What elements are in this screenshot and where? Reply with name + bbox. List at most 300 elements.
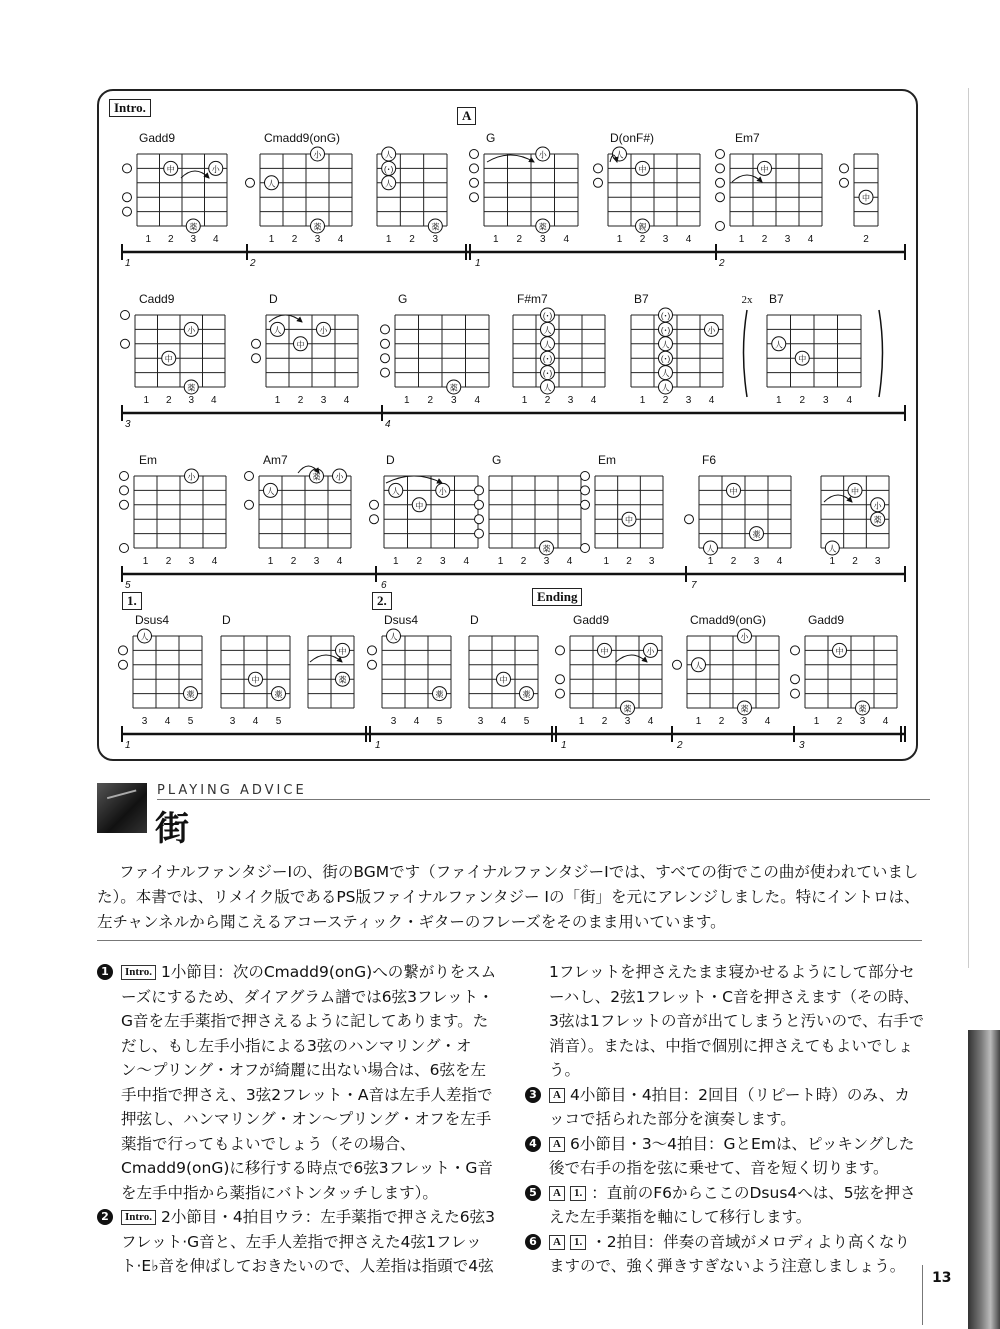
open-string-marker <box>556 646 565 655</box>
fret-number: 1 <box>142 556 149 567</box>
finger-label: (･) <box>384 164 394 174</box>
fret-number: 4 <box>463 556 470 567</box>
chord-grid <box>608 154 700 226</box>
fret-number: 3 <box>874 556 881 567</box>
finger-label: 中 <box>798 354 807 364</box>
fret-number: 1 <box>603 556 610 567</box>
fret-number: 4 <box>474 395 481 406</box>
finger-label: (･) <box>660 325 671 335</box>
finger-label: 中 <box>851 486 859 496</box>
advice-note <box>525 1132 925 1181</box>
section-tag: 1. <box>570 1235 586 1250</box>
song-title: 街 <box>155 809 189 849</box>
fret-number: 1 <box>403 395 410 406</box>
finger-label: 中 <box>166 164 175 174</box>
finger-label: 中 <box>164 354 173 364</box>
finger-label: 中 <box>338 646 347 656</box>
finger-label: 中 <box>415 501 424 511</box>
section-tag: A <box>549 1137 565 1152</box>
finger-label: 人 <box>694 661 703 671</box>
fret-number: 4 <box>764 716 771 727</box>
fret-number: 2 <box>718 716 725 727</box>
finger-label: 薬 <box>274 690 283 700</box>
finger-label: 薬 <box>187 383 196 393</box>
note-number-badge: 4 <box>525 1136 541 1152</box>
open-string-marker <box>120 544 129 553</box>
fret-number: 2 <box>290 556 297 567</box>
finger-label: 中 <box>625 515 633 525</box>
section-tag: A <box>549 1235 565 1250</box>
fret-number: 1 <box>616 234 623 245</box>
note-text: 6小節目・3〜4拍目：GとEmは、ピッキングした後で右手の指を弦に乗せて、音を短く切ります。 <box>549 1134 915 1177</box>
chord-name: Gadd9 <box>808 613 845 627</box>
repeat-bracket <box>879 310 883 397</box>
finger-label: 中 <box>862 193 870 203</box>
repeat-count: 2x <box>741 294 753 306</box>
fret-number: 3 <box>648 556 655 567</box>
fret-number: 1 <box>267 556 274 567</box>
chord-grid <box>135 315 225 387</box>
fret-number: 3 <box>439 556 446 567</box>
fret-number: 2 <box>297 395 304 406</box>
open-string-marker <box>791 689 800 698</box>
open-string-marker <box>470 150 479 159</box>
chord-name: Em7 <box>735 131 760 145</box>
fret-number: 3 <box>229 716 236 727</box>
finger-label: 人 <box>384 179 393 189</box>
fret-number: 1 <box>274 395 281 406</box>
open-string-marker <box>716 193 725 202</box>
measure-number: 1 <box>125 258 131 269</box>
measure-number: 1 <box>475 258 481 269</box>
fret-number: 4 <box>336 556 343 567</box>
open-string-marker <box>121 339 130 348</box>
open-string-marker <box>840 164 849 173</box>
open-string-marker <box>791 646 800 655</box>
finger-label: 薬 <box>189 222 198 232</box>
chord-name: F6 <box>702 453 717 467</box>
fret-number: 4 <box>590 395 597 406</box>
section-tag: A <box>549 1186 565 1201</box>
note-number-badge: 2 <box>97 1209 113 1225</box>
open-string-marker <box>370 500 379 509</box>
open-string-marker <box>470 178 479 187</box>
open-string-marker <box>840 178 849 187</box>
fret-number: 1 <box>145 234 152 245</box>
finger-label: 小 <box>187 472 196 482</box>
chord-grid <box>484 154 578 226</box>
chord-grid <box>134 476 226 548</box>
advice-note <box>525 1181 925 1230</box>
finger-label: 小 <box>646 646 655 656</box>
finger-label: 人 <box>774 340 783 350</box>
open-string-marker <box>381 354 390 363</box>
fret-number: 1 <box>392 556 399 567</box>
open-string-marker <box>581 500 590 509</box>
fret-number: 2 <box>799 395 806 406</box>
fret-number: 3 <box>477 716 484 727</box>
fret-number: 4 <box>708 395 715 406</box>
finger-label: 人 <box>543 325 552 335</box>
open-string-marker <box>581 472 590 481</box>
chord-diagrams <box>99 91 920 763</box>
chord-name: D <box>386 453 395 467</box>
open-string-marker <box>475 529 484 538</box>
edge-guitar-image <box>968 1030 1000 1329</box>
fret-number: 4 <box>685 234 692 245</box>
fret-number: 3 <box>753 556 760 567</box>
fret-number: 4 <box>337 234 344 245</box>
measure-number: 2 <box>719 258 725 269</box>
open-string-marker <box>252 354 261 363</box>
finger-label: 親 <box>638 222 647 232</box>
open-string-marker <box>381 325 390 334</box>
chord-grid <box>805 636 897 708</box>
chord-name: Dsus4 <box>384 613 419 627</box>
advice-note <box>97 960 497 1205</box>
finger-label: (･) <box>660 311 671 321</box>
section-tag: 1. <box>570 1186 586 1201</box>
chord-name: Cadd9 <box>139 292 175 306</box>
fret-number: 1 <box>521 395 528 406</box>
finger-label: 薬 <box>623 704 632 714</box>
chord-grid <box>699 476 791 548</box>
finger-label: 薬 <box>435 690 444 700</box>
hammer-arc <box>824 495 852 502</box>
first-ending-tag: 1. <box>122 592 142 610</box>
fret-number: 3 <box>320 395 327 406</box>
open-string-marker <box>475 486 484 495</box>
fret-number: 4 <box>413 716 420 727</box>
fret-number: 1 <box>829 556 836 567</box>
measure-number: 3 <box>799 740 805 751</box>
open-string-marker <box>556 675 565 684</box>
open-string-marker <box>120 472 129 481</box>
finger-label: 人 <box>661 340 670 350</box>
finger-label: 薬 <box>338 675 347 685</box>
hammer-arc <box>616 655 647 662</box>
measure-number: 6 <box>381 580 387 591</box>
finger-label: 人 <box>706 544 715 554</box>
fret-number: 3 <box>685 395 692 406</box>
advice-note <box>525 1230 925 1279</box>
fret-number: 3 <box>190 234 197 245</box>
fret-number: 2 <box>427 395 434 406</box>
fret-number: 2 <box>662 395 669 406</box>
open-string-marker <box>381 339 390 348</box>
open-string-marker <box>119 646 128 655</box>
fret-number: 3 <box>539 234 546 245</box>
fret-number: 3 <box>859 716 866 727</box>
section-tag: Intro. <box>121 965 156 980</box>
fret-number: 2 <box>852 556 858 567</box>
open-string-marker <box>123 193 132 202</box>
open-string-marker <box>246 178 255 187</box>
chord-name: F#m7 <box>517 292 548 306</box>
finger-label: 中 <box>835 646 844 656</box>
measure-number: 2 <box>250 258 256 269</box>
chord-grid <box>730 154 822 226</box>
fret-number: 4 <box>212 234 219 245</box>
fret-number: 2 <box>291 234 298 245</box>
playing-advice-header <box>97 783 930 849</box>
fret-number: 4 <box>252 716 259 727</box>
intro-paragraph: ファイナルファンタジーIの、街のBGMです（ファイナルファンタジーIでは、すべての街でこの曲が使われていました）。本書では、リメイク版であるPS版ファイナルファンタジー Iの「街」を元にアレンジしました。特にイントロは、左チャンネルから聞こえるアコースティック・ギターのフレーズをそのまま用いています。 <box>97 863 920 931</box>
hammer-arc <box>310 655 342 662</box>
open-string-marker <box>368 646 377 655</box>
fret-number: 2 <box>409 234 415 245</box>
finger-label: 人 <box>140 632 149 642</box>
fret-number: 2 <box>165 556 172 567</box>
fret-number: 4 <box>807 234 814 245</box>
finger-label: 薬 <box>313 222 322 232</box>
finger-label: (･) <box>660 354 671 364</box>
open-string-marker <box>121 311 130 320</box>
finger-label: 薬 <box>522 690 531 700</box>
section-tag: Intro. <box>121 1210 156 1225</box>
divider <box>97 940 922 941</box>
fret-number: 2 <box>639 234 646 245</box>
open-string-marker <box>245 472 254 481</box>
finger-label: 人 <box>389 632 398 642</box>
divider <box>157 799 930 800</box>
advice-note <box>525 960 925 1083</box>
chord-name: G <box>486 131 496 145</box>
advice-column-left <box>97 960 497 1279</box>
fret-number: 3 <box>432 234 439 245</box>
finger-label: 小 <box>187 325 196 335</box>
fret-number: 4 <box>500 716 507 727</box>
finger-label: 人 <box>828 544 837 554</box>
fret-number: 3 <box>450 395 457 406</box>
chord-name: Cmadd9(onG) <box>264 131 341 145</box>
fret-number: 1 <box>492 234 499 245</box>
guitar-photo <box>97 783 147 833</box>
finger-label: 薬 <box>858 704 867 714</box>
fret-number: 3 <box>188 395 195 406</box>
finger-label: 人 <box>543 383 552 393</box>
fret-number: 1 <box>578 716 585 727</box>
chord-grid <box>767 315 861 387</box>
open-string-marker <box>370 515 379 524</box>
fret-number: 1 <box>497 556 504 567</box>
fret-number: 2 <box>836 716 843 727</box>
finger-label: 小 <box>319 325 328 335</box>
hammer-arc <box>732 175 762 182</box>
finger-label: 小 <box>873 501 882 511</box>
finger-label: 中 <box>296 340 305 350</box>
finger-label: 薬 <box>740 704 749 714</box>
fret-number: 2 <box>416 556 423 567</box>
fret-number: 2 <box>601 716 608 727</box>
open-string-marker <box>475 500 484 509</box>
fret-number: 2 <box>863 234 869 245</box>
measure-number: 1 <box>375 740 381 751</box>
chord-name: Am7 <box>263 453 288 467</box>
open-string-marker <box>716 150 725 159</box>
chord-name: D <box>470 613 479 627</box>
fret-number: 2 <box>520 556 527 567</box>
chord-name: D(onF#) <box>610 131 655 145</box>
open-string-marker <box>594 164 603 173</box>
finger-label: 小 <box>538 150 547 160</box>
finger-label: 薬 <box>752 530 761 540</box>
open-string-marker <box>470 193 479 202</box>
finger-label: 小 <box>313 150 322 160</box>
open-string-marker <box>673 660 682 669</box>
chord-grid <box>513 315 605 387</box>
hammer-arc <box>487 155 534 162</box>
chord-name: B7 <box>769 292 784 306</box>
ending-tag: Ending <box>532 588 582 606</box>
chord-name: Gadd9 <box>573 613 610 627</box>
note-number-badge: 1 <box>97 964 113 980</box>
chord-grid <box>687 636 779 708</box>
finger-label: 小 <box>438 486 447 496</box>
fret-number: 1 <box>813 716 820 727</box>
fret-number: 5 <box>275 716 282 727</box>
fret-number: 3 <box>313 556 320 567</box>
fret-number: 4 <box>846 395 853 406</box>
fret-number: 5 <box>436 716 443 727</box>
hammer-arc <box>269 315 302 322</box>
fret-number: 3 <box>741 716 748 727</box>
measure-number: 4 <box>385 419 391 430</box>
finger-label: (･) <box>542 311 553 321</box>
open-string-marker <box>120 500 129 509</box>
fret-number: 3 <box>624 716 631 727</box>
advice-note <box>97 1205 497 1279</box>
note-text: ：直前のF6からここのDsus4へは、5弦を押さえた左手薬指を軸にして移行します。 <box>549 1183 916 1226</box>
finger-label: 薬 <box>873 515 882 525</box>
open-string-marker <box>119 660 128 669</box>
fret-number: 3 <box>662 234 669 245</box>
finger-label: 薬 <box>186 690 195 700</box>
note-text: 4小節目・4拍目：2回目（リピート時）のみ、カッコで括られた部分を演奏します。 <box>549 1085 910 1128</box>
fret-number: 1 <box>695 716 702 727</box>
finger-label: 薬 <box>312 472 321 482</box>
fret-number: 5 <box>523 716 530 727</box>
finger-label: 人 <box>543 340 552 350</box>
fret-number: 3 <box>141 716 148 727</box>
fret-number: 4 <box>343 395 350 406</box>
second-ending-tag: 2. <box>372 592 392 610</box>
chord-name: G <box>492 453 502 467</box>
finger-label: 薬 <box>431 222 440 232</box>
chord-name: Gadd9 <box>139 131 176 145</box>
open-string-marker <box>123 207 132 216</box>
fret-number: 2 <box>167 234 174 245</box>
open-string-marker <box>685 515 694 524</box>
note-text: 2小節目・4拍目ウラ：左手薬指で押さえた6弦3フレット·G音と、左手人差指で押さえた4弦1フレット·E♭音を伸ばしておきたいので、人差指は指頭で4弦 <box>121 1208 495 1275</box>
finger-label: 人 <box>661 383 670 393</box>
open-string-marker <box>581 486 590 495</box>
finger-label: 小 <box>707 325 716 335</box>
finger-label: 中 <box>760 164 769 174</box>
divider <box>922 1265 923 1325</box>
advice-label: PLAYING ADVICE <box>157 783 307 798</box>
repeat-bracket <box>744 310 748 397</box>
finger-label: 薬 <box>449 383 458 393</box>
finger-label: 小 <box>211 164 220 174</box>
advice-column-right <box>525 960 925 1279</box>
measure-number: 3 <box>125 419 131 430</box>
chord-name: G <box>398 292 408 306</box>
fret-number: 3 <box>822 395 829 406</box>
fret-number: 3 <box>784 234 791 245</box>
fret-number: 2 <box>730 556 737 567</box>
fret-number: 4 <box>211 556 218 567</box>
chord-grid <box>260 154 352 226</box>
note-text: 1小節目：次のCmadd9(onG)への繋がりをスムーズにするため、ダイアグラム譜では6弦3フレット・G音を左手薬指で押さえるように記してあります。ただし、もし左手小指による3弦のハンマリング・オン〜プリング・オフが綺麗に出ない場合は、6弦を左手中指で押さえ、3弦2フレット・A音は左手人差指で押弦し、ハンマリング・オン〜プリング・オフを左手薬指で行ってもよいでしょう（その場合、Cmadd9(onG)に移行する時点で6弦3フレット・G音を左手中指から薬指にバトンタッチします）。 <box>121 963 497 1202</box>
fret-number: 3 <box>390 716 397 727</box>
page-number: 13 <box>932 1270 952 1286</box>
fret-number: 5 <box>187 716 194 727</box>
fret-number: 1 <box>738 234 745 245</box>
open-string-marker <box>120 486 129 495</box>
finger-label: 中 <box>638 164 647 174</box>
finger-label: 薬 <box>542 544 551 554</box>
chord-grid <box>395 315 489 387</box>
finger-label: (･) <box>542 354 553 364</box>
note-text: ・2拍目：伴奏の音域がメロディより高くなりますので、強く弾きすぎないよう注意しましょう。 <box>549 1232 910 1275</box>
fret-number: 1 <box>268 234 275 245</box>
fret-number: 3 <box>314 234 321 245</box>
fret-number: 4 <box>776 556 783 567</box>
chord-name: Dsus4 <box>135 613 170 627</box>
fret-number: 2 <box>544 395 551 406</box>
measure-number: 1 <box>561 740 567 751</box>
note-number-badge: 6 <box>525 1234 541 1250</box>
note-number-badge: 3 <box>525 1087 541 1103</box>
finger-label: 中 <box>729 486 738 496</box>
open-string-marker <box>556 689 565 698</box>
open-string-marker <box>381 368 390 377</box>
open-string-marker <box>123 164 132 173</box>
section-a-tag: A <box>457 107 476 125</box>
fret-number: 2 <box>626 556 632 567</box>
chord-name: Em <box>139 453 157 467</box>
fret-number: 1 <box>143 395 150 406</box>
open-string-marker <box>470 164 479 173</box>
measure-number: 2 <box>677 740 683 751</box>
fret-number: 3 <box>543 556 550 567</box>
open-string-marker <box>245 500 254 509</box>
fret-number: 2 <box>761 234 768 245</box>
fret-number: 4 <box>164 716 171 727</box>
chord-name: Cmadd9(onG) <box>690 613 767 627</box>
open-string-marker <box>716 178 725 187</box>
open-string-marker <box>368 660 377 669</box>
fret-number: 4 <box>882 716 889 727</box>
chord-grid <box>489 476 581 548</box>
page-edge <box>968 88 1000 968</box>
finger-label: 中 <box>251 675 260 685</box>
measure-number: 5 <box>125 580 131 591</box>
finger-label: 人 <box>267 179 276 189</box>
hammer-arc <box>386 476 442 483</box>
fret-number: 1 <box>707 556 714 567</box>
fret-number: 2 <box>165 395 172 406</box>
open-string-marker <box>716 164 725 173</box>
fret-number: 1 <box>775 395 782 406</box>
fret-number: 1 <box>639 395 646 406</box>
fret-number: 4 <box>566 556 573 567</box>
open-string-marker <box>791 675 800 684</box>
measure-number: 7 <box>691 580 697 591</box>
finger-label: 人 <box>391 486 400 496</box>
finger-label: 薬 <box>538 222 547 232</box>
